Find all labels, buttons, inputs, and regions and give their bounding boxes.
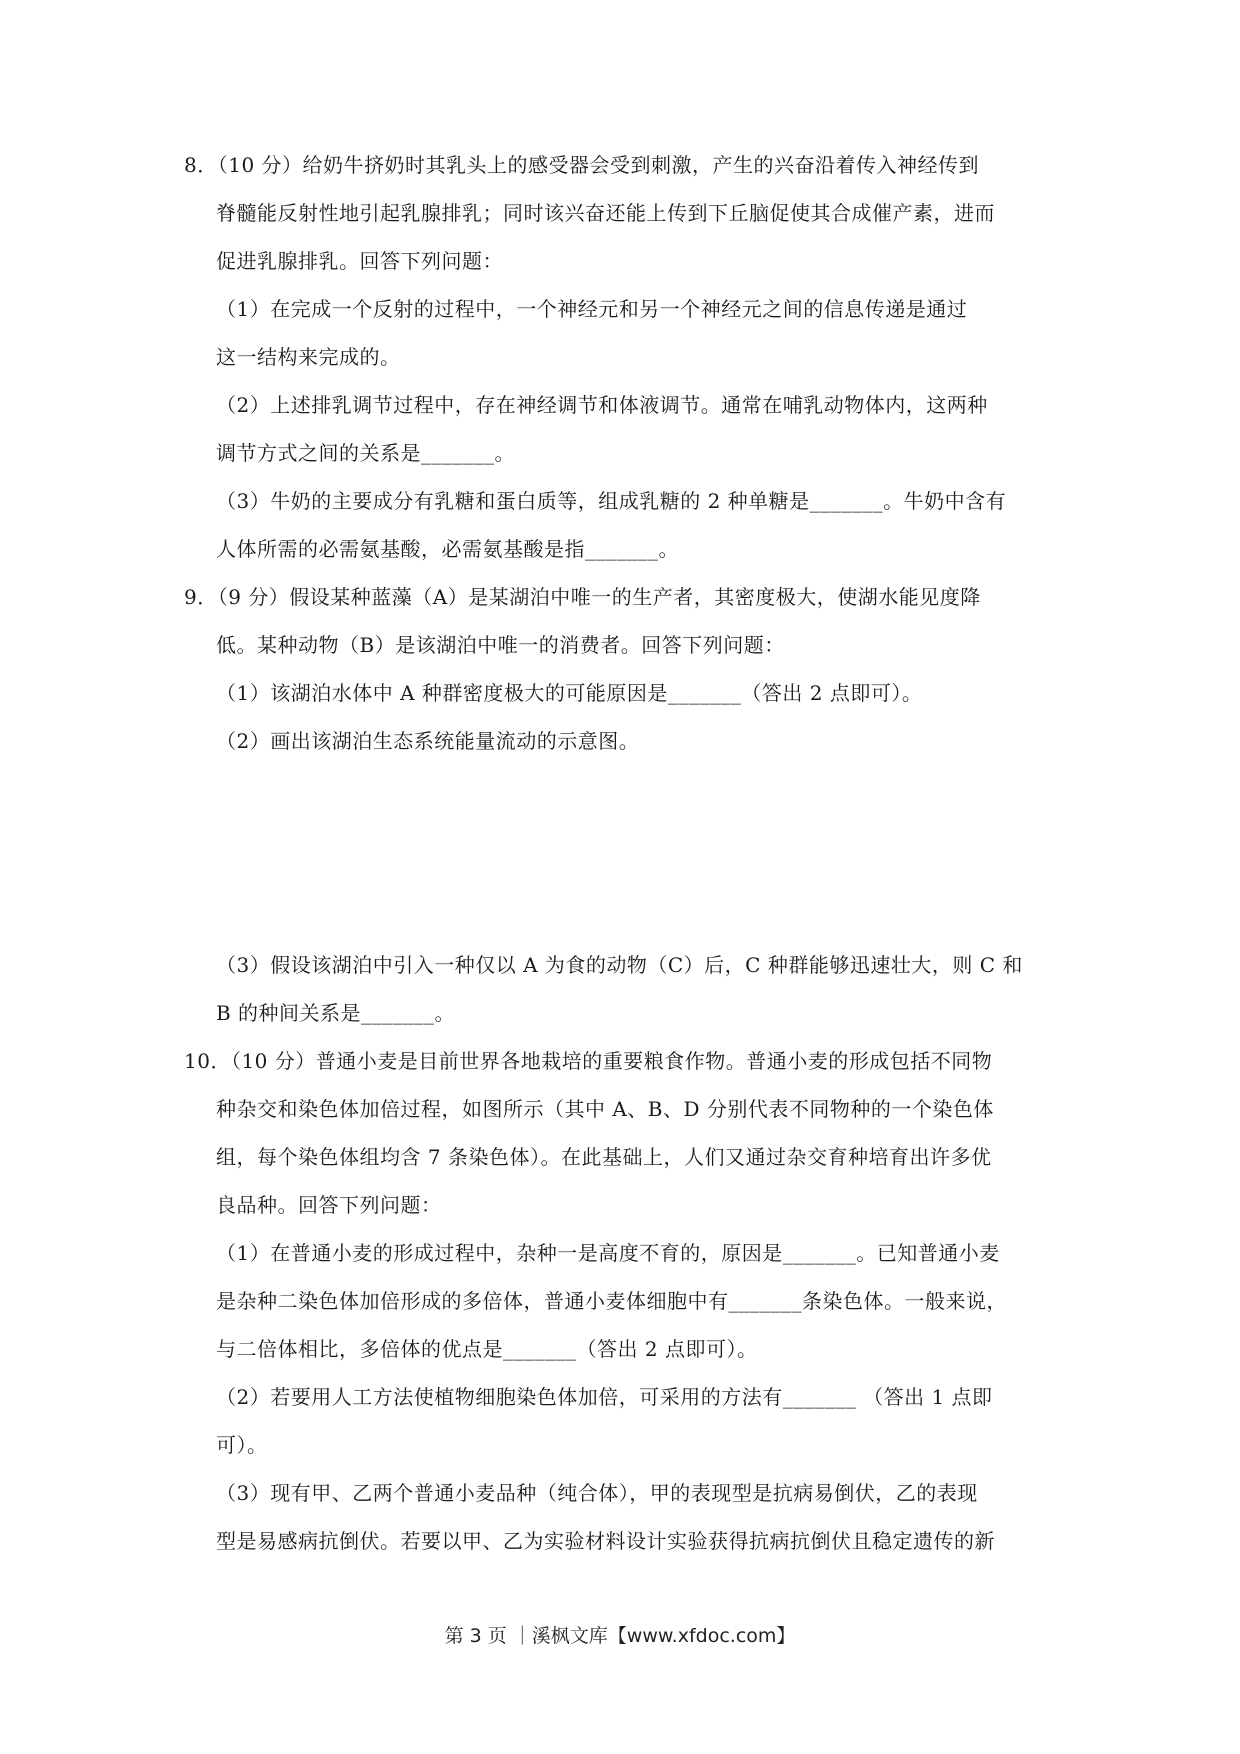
text-line: 8．（10 分）给奶牛挤奶时其乳头上的感受器会受到刺激，产生的兴奋沿着传入神经传到 — [184, 153, 980, 177]
text-line: 与二倍体相比，多倍体的优点是_______（答出 2 点即可）。 — [216, 1337, 758, 1361]
text-line: （1）该湖泊水体中 A 种群密度极大的可能原因是_______（答出 2 点即可）。 — [216, 681, 923, 705]
text-line: 脊髓能反射性地引起乳腺排乳；同时该兴奋还能上传到下丘脑促使其合成催产素，进而 — [216, 201, 995, 225]
text-line: （2）上述排乳调节过程中，存在神经调节和体液调节。通常在哺乳动物体内，这两种 — [216, 393, 988, 417]
text-line: 是杂种二染色体加倍形成的多倍体，普通小麦体细胞中有_______条染色体。一般来说， — [216, 1289, 1007, 1313]
text-line: （1）在普通小麦的形成过程中，杂种一是高度不育的，原因是_______。已知普通小麦 — [216, 1241, 1000, 1265]
page-footer: 第 3 页 ｜溪枫文库【www.xfdoc.com】 — [444, 1625, 796, 1647]
text-line: 9．（9 分）假设某种蓝藻（A）是某湖泊中唯一的生产者，其密度极大，使湖水能见度降 — [184, 585, 981, 609]
text-line: （3）现有甲、乙两个普通小麦品种（纯合体），甲的表现型是抗病易倒伏，乙的表现 — [216, 1481, 978, 1505]
text-line: 良品种。回答下列问题： — [216, 1193, 442, 1217]
text-line: 可）。 — [216, 1433, 268, 1457]
text-line: 型是易感病抗倒伏。若要以甲、乙为实验材料设计实验获得抗病抗倒伏且稳定遗传的新 — [216, 1529, 995, 1553]
text-line: 调节方式之间的关系是_______。 — [216, 441, 515, 465]
text-line: 人体所需的必需氨基酸，必需氨基酸是指_______。 — [216, 537, 679, 561]
text-line: 促进乳腺排乳。回答下列问题： — [216, 249, 503, 273]
text-line: （2）画出该湖泊生态系统能量流动的示意图。 — [216, 729, 640, 753]
text-line: 组，每个染色体组均含 7 条染色体）。在此基础上，人们又通过杂交育种培育出许多优 — [216, 1145, 992, 1169]
text-line: （1）在完成一个反射的过程中，一个神经元和另一个神经元之间的信息传递是通过 — [216, 297, 968, 321]
text-line: （3）假设该湖泊中引入一种仅以 A 为食的动物（C）后，C 种群能够迅速壮大，则 C 和 — [216, 953, 1023, 977]
text-line: 这一结构来完成的。 — [216, 345, 401, 369]
text-line: （2）若要用人工方法使植物细胞染色体加倍，可采用的方法有_______ （答出 1 点即 — [216, 1385, 993, 1409]
text-line: （3）牛奶的主要成分有乳糖和蛋白质等，组成乳糖的 2 种单糖是_______。牛奶中含有 — [216, 489, 1007, 513]
text-line: 10．（10 分）普通小麦是目前世界各地栽培的重要粮食作物。普通小麦的形成包括不同物 — [184, 1049, 993, 1073]
text-line: 种杂交和染色体加倍过程，如图所示（其中 A、B、D 分别代表不同物种的一个染色体 — [216, 1097, 994, 1121]
text-line: 低。某种动物（B）是该湖泊中唯一的消费者。回答下列问题： — [216, 633, 785, 657]
text-line: B 的种间关系是_______。 — [216, 1001, 456, 1025]
